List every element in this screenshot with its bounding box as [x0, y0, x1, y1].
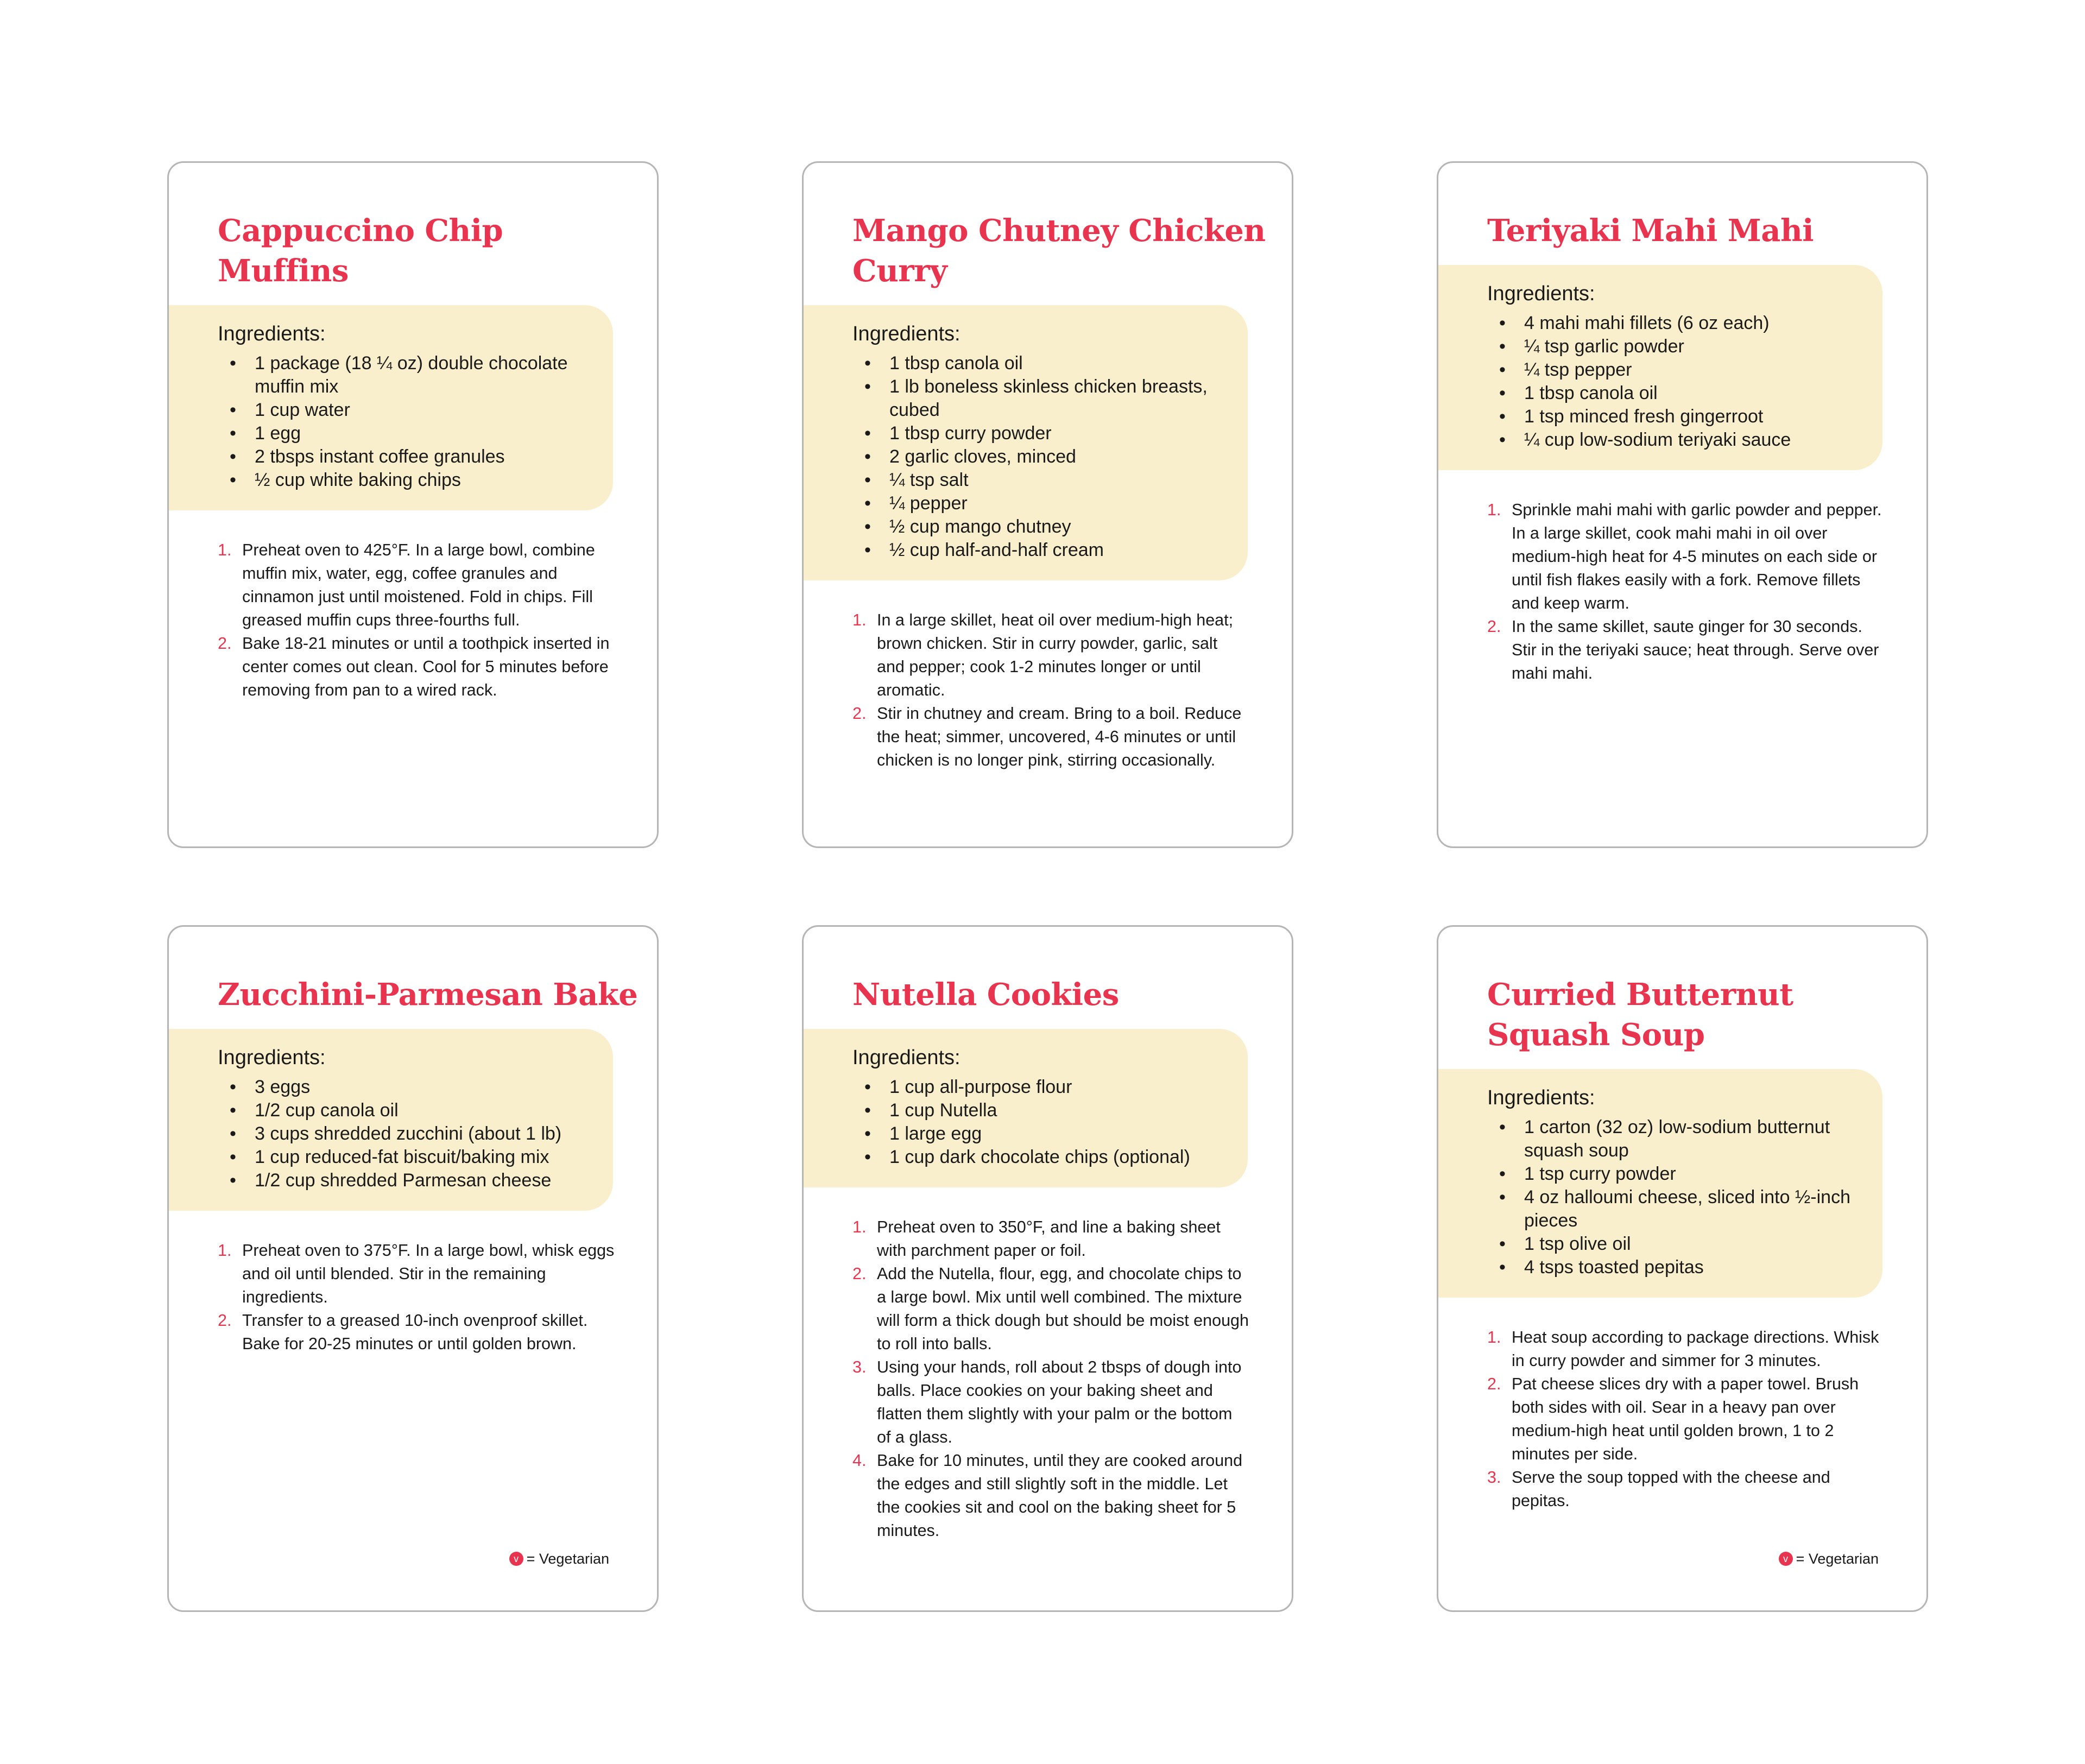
ingredient-item: • ½ cup mango chutney — [852, 515, 1231, 539]
steps-list — [804, 609, 1292, 772]
step-number: 3. — [852, 1358, 867, 1376]
recipe-title: Cappuccino Chip Muffins — [218, 213, 503, 289]
steps-list — [169, 1239, 657, 1356]
step-item — [218, 539, 615, 632]
step-number: 2. — [852, 1264, 867, 1283]
recipe-card-cappuccino-chip-muffins — [167, 161, 659, 848]
ingredients-label: Ingredients: — [1487, 1086, 1595, 1109]
ingredients-panel — [804, 1029, 1248, 1187]
step-number: 3. — [1487, 1468, 1501, 1487]
ingredient-item: • 1 lb boneless skinless chicken breasts, cubed — [852, 375, 1231, 422]
vegetarian-legend — [509, 1551, 609, 1567]
ingredient-item: • 1 cup dark chocolate chips (optional) — [852, 1146, 1231, 1169]
step-item — [852, 1449, 1249, 1542]
ingredient-item: • 1/2 cup shredded Parmesan cheese — [218, 1169, 597, 1192]
ingredient-item: • ¼ cup low-sodium teriyaki sauce — [1487, 428, 1866, 452]
step-text: In a large skillet, heat oil over medium-high heat; brown chicken. Stir in curry powder, garlic, salt and pepper; cook 1-2 minutes longer or until aromatic. — [877, 611, 1234, 699]
ingredient-item: • ¼ tsp garlic powder — [1487, 335, 1866, 358]
ingredient-item: • 3 eggs — [218, 1076, 597, 1099]
ingredient-item: • 1 carton (32 oz) low-sodium butternut squash soup — [1487, 1116, 1866, 1162]
ingredient-item: • 1 tsp minced fresh gingerroot — [1487, 405, 1866, 428]
step-number: 4. — [852, 1451, 867, 1470]
recipe-title: Mango Chutney Chicken Curry — [852, 213, 1266, 289]
ingredients-panel — [1438, 1069, 1882, 1298]
recipe-title: Zucchini-Parmesan Bake — [218, 977, 638, 1013]
step-item — [1487, 1373, 1884, 1466]
steps-list — [169, 539, 657, 702]
step-item — [218, 1309, 615, 1356]
ingredients-list — [1487, 1116, 1866, 1279]
step-item — [852, 1216, 1249, 1262]
ingredient-item: • ½ cup white baking chips — [218, 469, 597, 492]
ingredient-item: • 2 garlic cloves, minced — [852, 445, 1231, 469]
step-text: In the same skillet, saute ginger for 30 seconds. Stir in the teriyaki sauce; heat through. Serve over mahi mahi. — [1512, 617, 1879, 682]
ingredients-list — [1487, 312, 1866, 452]
ingredient-item: • 1 tsp curry powder — [1487, 1162, 1866, 1186]
step-text: Transfer to a greased 10-inch ovenproof skillet. Bake for 20-25 minutes or until golden brown. — [242, 1311, 588, 1353]
step-number: 1. — [1487, 501, 1501, 519]
step-text: Bake 18-21 minutes or until a toothpick inserted in center comes out clean. Cool for 5 minutes before removing from pan to a wired rack. — [242, 634, 610, 699]
step-item — [218, 1239, 615, 1309]
recipe-title: Teriyaki Mahi Mahi — [1487, 213, 1814, 249]
ingredient-item: • 1 large egg — [852, 1122, 1231, 1146]
ingredients-list — [852, 1076, 1231, 1169]
steps-list — [804, 1216, 1292, 1542]
vegetarian-legend — [1779, 1551, 1879, 1567]
step-number: 1. — [852, 1218, 867, 1236]
steps-list — [1438, 1326, 1926, 1513]
ingredients-list — [852, 352, 1231, 562]
step-item — [852, 702, 1249, 772]
ingredient-item: • ½ cup half-and-half cream — [852, 539, 1231, 562]
step-item — [218, 632, 615, 702]
step-text: Serve the soup topped with the cheese and pepitas. — [1512, 1468, 1830, 1510]
step-text: Preheat oven to 375°F. In a large bowl, whisk eggs and oil until blended. Stir in the remaining ingredients. — [242, 1241, 615, 1306]
ingredient-item: • 4 oz halloumi cheese, sliced into ½-inch pieces — [1487, 1186, 1866, 1232]
ingredients-label: Ingredients: — [1487, 282, 1595, 305]
vegetarian-icon: v — [509, 1552, 523, 1566]
step-text: Pat cheese slices dry with a paper towel. Brush both sides with oil. Sear in a heavy pan over medium-high heat until golden brown, 1 to 2 minutes per side. — [1512, 1375, 1859, 1463]
ingredient-item: • 1 cup water — [218, 399, 597, 422]
vegetarian-label: = Vegetarian — [526, 1551, 609, 1567]
recipe-card-zucchini-parmesan-bake — [167, 925, 659, 1612]
recipe-card-nutella-cookies — [802, 925, 1293, 1612]
step-text: Heat soup according to package directions. Whisk in curry powder and simmer for 3 minutes. — [1512, 1328, 1879, 1370]
step-item — [1487, 1466, 1884, 1513]
ingredient-item: • 4 tsps toasted pepitas — [1487, 1256, 1866, 1279]
step-text: Preheat oven to 425°F. In a large bowl, combine muffin mix, water, egg, coffee granules and cinnamon just until moistened. Fold in chips. Fill greased muffin cups three-fourths full. — [242, 541, 595, 629]
ingredient-item: • 1 cup reduced-fat biscuit/baking mix — [218, 1146, 597, 1169]
step-number: 2. — [1487, 617, 1501, 636]
step-text: Add the Nutella, flour, egg, and chocolate chips to a large bowl. Mix until well combined. The mixture will form a thick dough but should be moist enough to roll into balls. — [877, 1264, 1249, 1353]
step-number: 1. — [218, 1241, 232, 1260]
ingredient-item: • 1/2 cup canola oil — [218, 1099, 597, 1122]
step-number: 1. — [218, 541, 232, 559]
step-item — [852, 609, 1249, 702]
ingredient-item: • 1 egg — [218, 422, 597, 445]
ingredients-list — [218, 352, 597, 492]
step-number: 2. — [218, 1311, 232, 1330]
recipe-card-mango-chutney-chicken-curry — [802, 161, 1293, 848]
ingredients-label: Ingredients: — [218, 1046, 326, 1069]
ingredients-panel — [804, 305, 1248, 580]
ingredient-item: • 3 cups shredded zucchini (about 1 lb) — [218, 1122, 597, 1146]
ingredient-item: • 1 package (18 ¼ oz) double chocolate muffin mix — [218, 352, 597, 399]
ingredients-panel — [169, 305, 613, 510]
step-item — [852, 1356, 1249, 1449]
vegetarian-label: = Vegetarian — [1796, 1551, 1879, 1567]
ingredient-item: • ¼ pepper — [852, 492, 1231, 515]
ingredients-label: Ingredients: — [852, 1046, 961, 1069]
ingredients-list — [218, 1076, 597, 1192]
step-number: 1. — [1487, 1328, 1501, 1346]
ingredient-item: • ¼ tsp salt — [852, 469, 1231, 492]
step-item — [1487, 1326, 1884, 1373]
recipe-card-curried-butternut-squash-soup — [1437, 925, 1928, 1612]
ingredients-label: Ingredients: — [218, 323, 326, 345]
step-number: 2. — [218, 634, 232, 653]
step-text: Bake for 10 minutes, until they are cooked around the edges and still slightly soft in the middle. Let the cookies sit and cool on the baking sheet for 5 minutes. — [877, 1451, 1243, 1540]
ingredient-item: • 1 tsp olive oil — [1487, 1232, 1866, 1256]
recipe-card-teriyaki-mahi-mahi — [1437, 161, 1928, 848]
ingredient-item: • 1 cup all-purpose flour — [852, 1076, 1231, 1099]
ingredient-item: • 1 tbsp canola oil — [852, 352, 1231, 375]
steps-list — [1438, 498, 1926, 685]
ingredient-item: • 1 cup Nutella — [852, 1099, 1231, 1122]
step-number: 1. — [852, 611, 867, 629]
recipe-title: Curried Butternut Squash Soup — [1487, 977, 1793, 1053]
ingredients-panel — [169, 1029, 613, 1211]
ingredients-label: Ingredients: — [852, 323, 961, 345]
step-text: Sprinkle mahi mahi with garlic powder and pepper. In a large skillet, cook mahi mahi in oil over medium-high heat for 4-5 minutes on each side or until fish flakes easily with a fork. Remove fillets and keep warm. — [1512, 501, 1882, 612]
step-text: Preheat oven to 350°F, and line a baking sheet with parchment paper or foil. — [877, 1218, 1221, 1260]
recipe-title: Nutella Cookies — [852, 977, 1119, 1013]
ingredients-panel — [1438, 265, 1882, 470]
ingredient-item: • ¼ tsp pepper — [1487, 358, 1866, 382]
step-text: Using your hands, roll about 2 tbsps of dough into balls. Place cookies on your baking sheet and flatten them slightly with your palm or the bottom of a glass. — [877, 1358, 1242, 1446]
ingredient-item: • 4 mahi mahi fillets (6 oz each) — [1487, 312, 1866, 335]
step-text: Stir in chutney and cream. Bring to a boil. Reduce the heat; simmer, uncovered, 4-6 minutes or until chicken is no longer pink, stirring occasionally. — [877, 704, 1242, 769]
step-item — [1487, 615, 1884, 685]
ingredient-item: • 1 tbsp curry powder — [852, 422, 1231, 445]
ingredient-item: • 1 tbsp canola oil — [1487, 382, 1866, 405]
ingredient-item: • 2 tbsps instant coffee granules — [218, 445, 597, 469]
step-number: 2. — [1487, 1375, 1501, 1393]
step-item — [852, 1262, 1249, 1356]
step-number: 2. — [852, 704, 867, 723]
vegetarian-icon: v — [1779, 1552, 1793, 1566]
step-item — [1487, 498, 1884, 615]
